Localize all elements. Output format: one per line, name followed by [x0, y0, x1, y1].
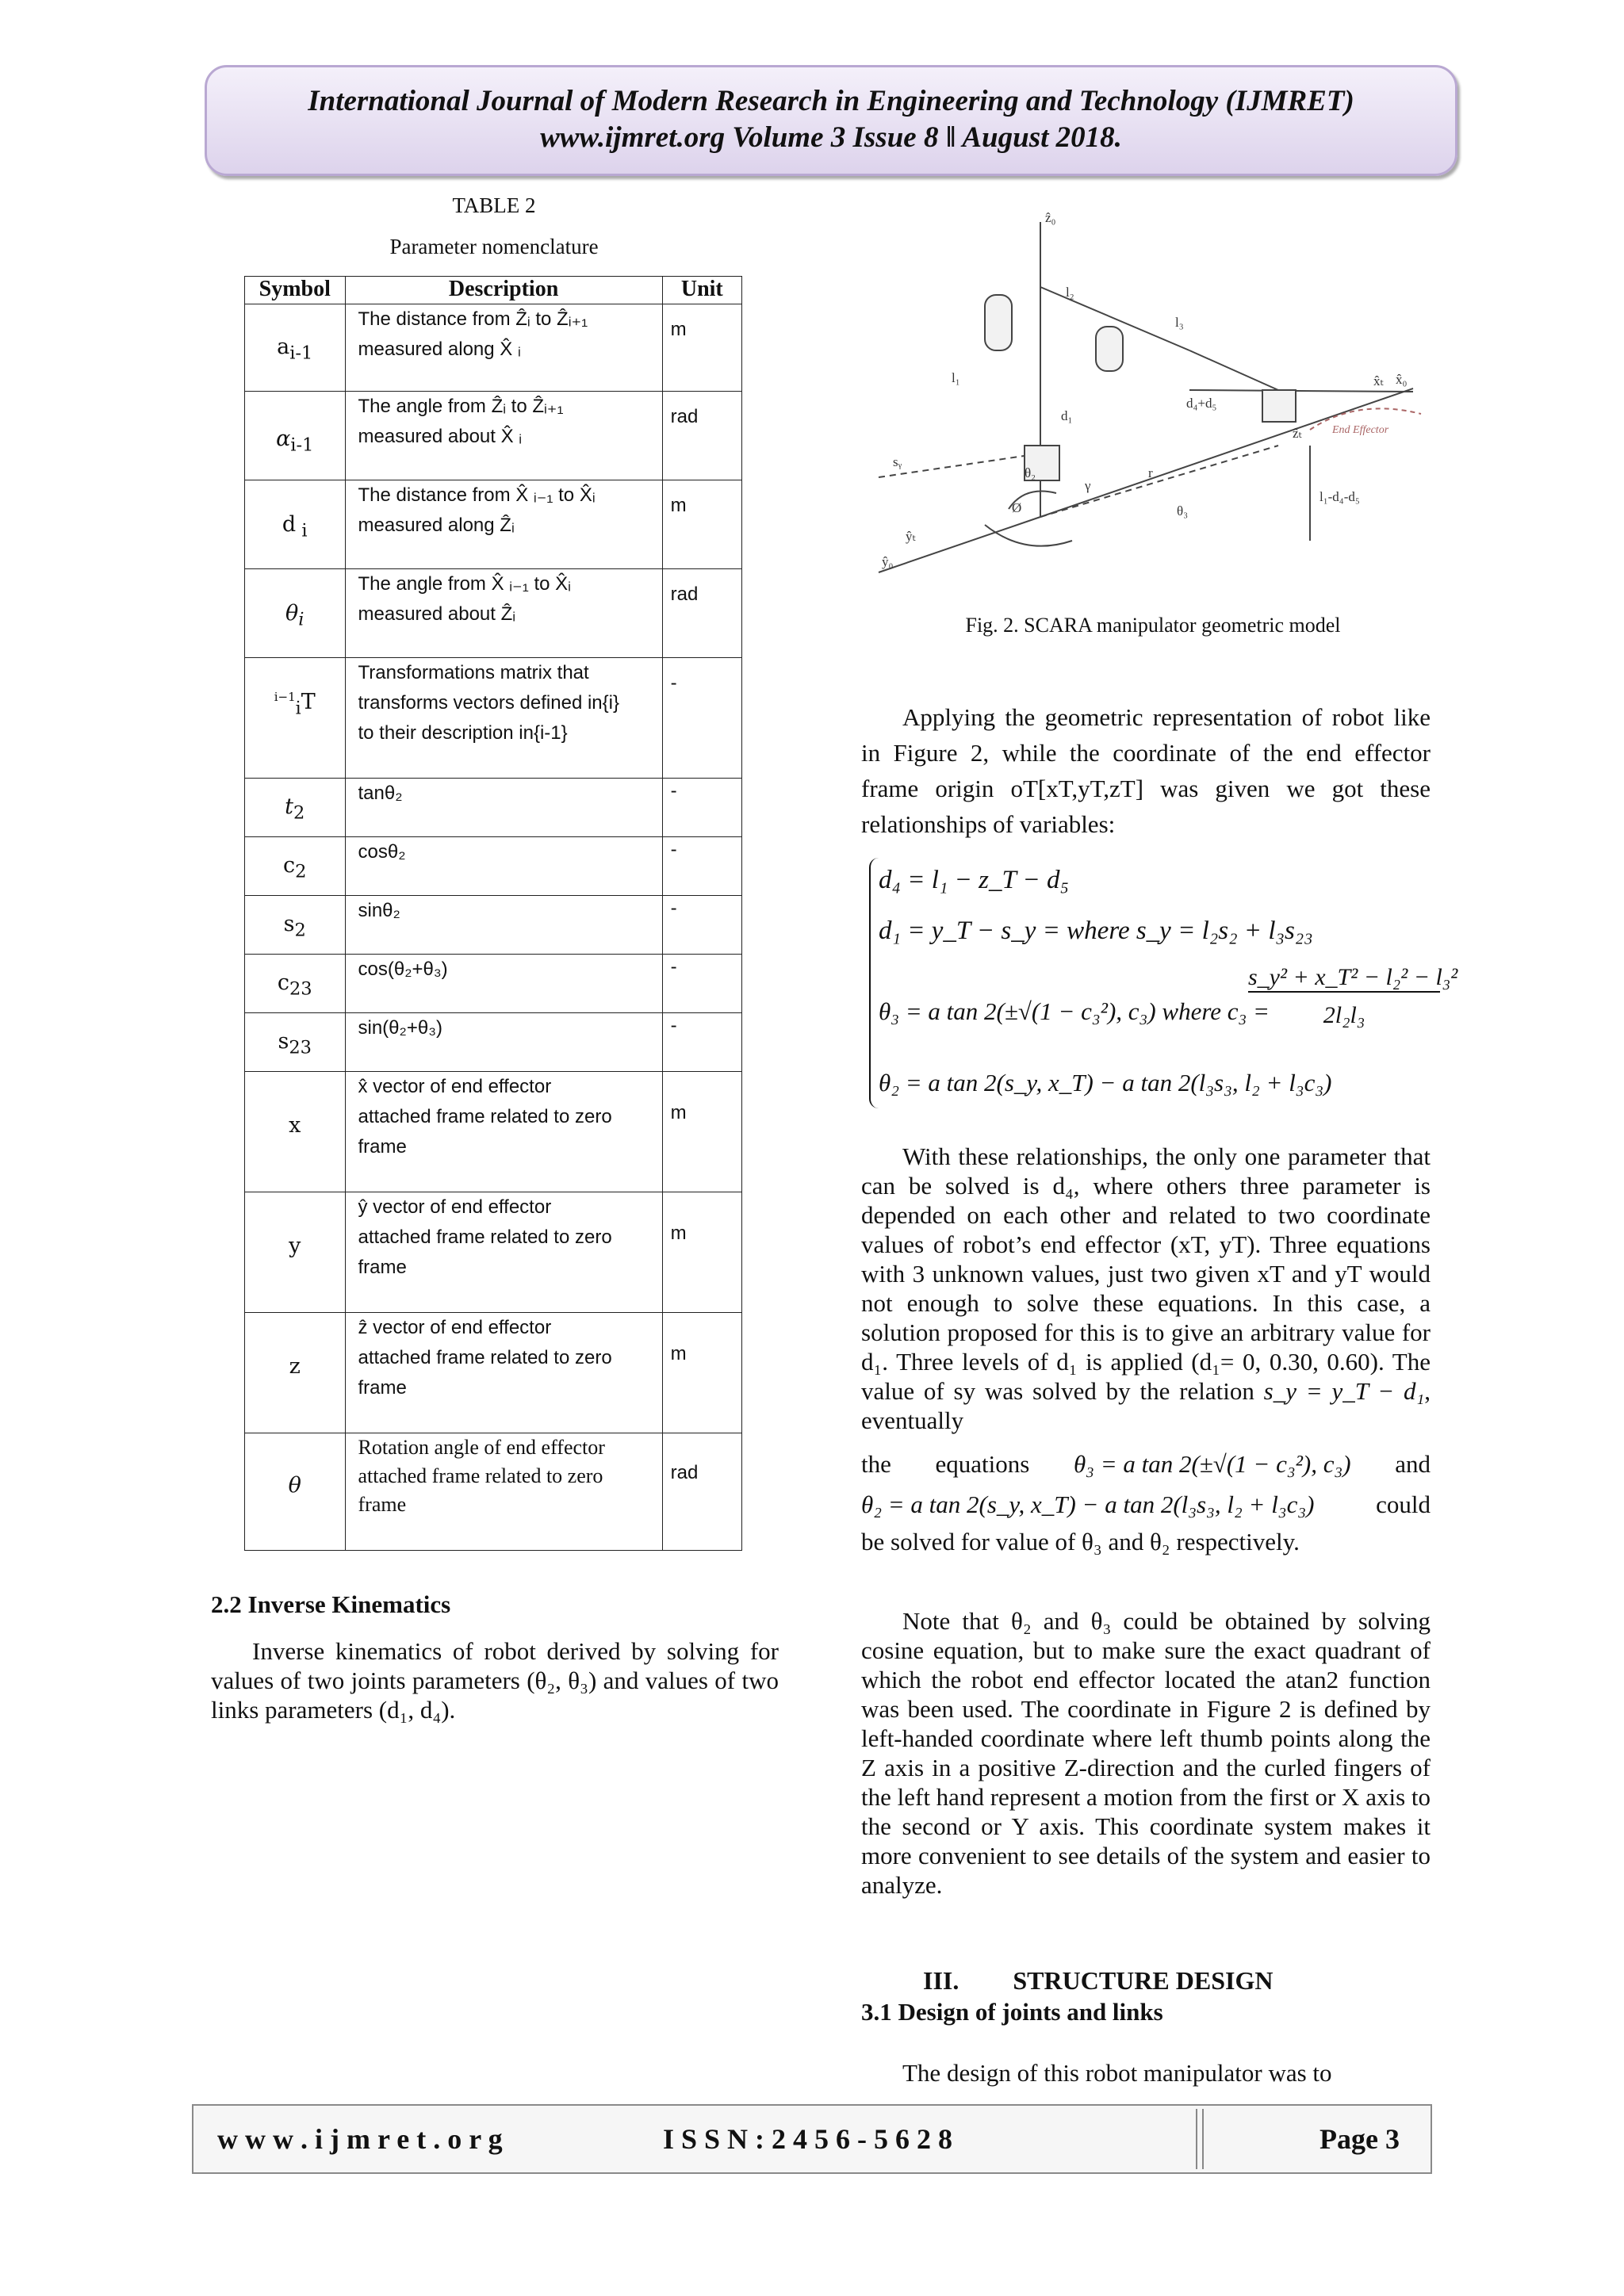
phi-arc: [985, 525, 1072, 546]
table-row: [245, 304, 742, 392]
inline-eq-theta3: θ₃ = a tan 2(±√(1 − c₃²), c₃): [1073, 1450, 1351, 1478]
unit-cell: m: [662, 1072, 741, 1192]
label-theta3: θ₃: [1177, 503, 1189, 519]
description-cell: Transformations matrix that transforms vectors defined in{i} to their description in{i-1}: [345, 658, 662, 779]
equation-theta3: θ₃ = a tan 2(±√(1 − c₃²), c₃) where c₃ =: [879, 997, 1270, 1025]
unit-cell: m: [662, 480, 741, 569]
label-gamma: γ: [1085, 478, 1091, 493]
table-row: [245, 658, 742, 779]
journal-title: International Journal of Modern Research in Engineering and Technology (IJMRET): [308, 85, 1354, 117]
equation-brace: [869, 858, 879, 1108]
equation-c3-denominator: 2l₂l₃: [1323, 1002, 1365, 1028]
description-cell: The angle from X̂ ᵢ₋₁ to X̂ᵢ measured about Ẑᵢ: [345, 569, 662, 658]
header-unit: Unit: [662, 277, 741, 304]
header-description: Description: [345, 277, 662, 304]
description-cell: sinθ₂: [345, 896, 662, 955]
unit-cell: rad: [662, 392, 741, 480]
end-effector-box: [1262, 390, 1296, 422]
description-cell: The distance from X̂ ᵢ₋₁ to X̂ᵢ measured along Ẑᵢ: [345, 480, 662, 569]
label-phi: Ø: [1012, 500, 1022, 515]
unit-cell: m: [662, 1192, 741, 1313]
journal-issue: www.ijmret.org Volume 3 Issue 8 ǁ August 2018.: [540, 121, 1122, 154]
r-line: [1040, 446, 1278, 517]
scara-geometric-model-figure: [866, 208, 1437, 580]
label-xT: x̂ₜ: [1373, 373, 1385, 388]
table-subtitle: Parameter nomenclature: [389, 235, 599, 258]
subsection-heading-joints-links: 3.1 Design of joints and links: [861, 1998, 1163, 2026]
symbol-cell: x: [245, 1072, 346, 1192]
table-header-row: [245, 277, 742, 304]
table-row: [245, 779, 742, 837]
left-column-text: [211, 1636, 779, 1724]
label-l1-d4-d5: l₁-d₄-d₅: [1320, 489, 1360, 504]
right-paragraph-3: Note that θ₂ and θ₃ could be obtained by solving cosine equation, but to make sure the exact quadrant of which the robot end effector located the atan2 function was been used. The coordinate in Figure 2 is defined by left-handed coordinate where left thumb points along the Z axis in a positive Z-direction and the curled fingers of the left hand represent a motion from the first or X axis to the second or Y axis. This coordinate system makes it more convenient to see details of the system and easier to analyze.: [861, 1607, 1431, 1899]
symbol-cell: $\theta_i$: [245, 569, 346, 658]
label-z0: ẑ₀: [1045, 210, 1056, 225]
equation-system: [869, 855, 1458, 1113]
symbol-cell: $c_2$: [245, 837, 346, 896]
xT-axis: [1189, 390, 1413, 392]
description-cell: tanθ₂: [345, 779, 662, 837]
figure-caption: Fig. 2. SCARA manipulator geometric model: [965, 614, 1341, 637]
unit-cell: rad: [662, 569, 741, 658]
equations-line-2: θ₂ = a tan 2(s_y, x_T) − a tan 2(l₃s₃, l₂ + l₃c₃) could: [861, 1490, 1431, 1518]
sy-line: [879, 453, 1040, 477]
equation-d4: d₄ = l₁ − z_T − d₅: [879, 866, 1069, 894]
unit-cell: -: [662, 955, 741, 1013]
unit-cell: m: [662, 1313, 741, 1433]
table-title: TABLE 2: [452, 193, 536, 217]
link-l3: [1189, 350, 1278, 390]
table-row: [245, 1313, 742, 1433]
label-y0: ŷ₀: [882, 554, 894, 569]
section-heading-structure-design: III. STRUCTURE DESIGN: [923, 1966, 1274, 1995]
table-row: [245, 896, 742, 955]
column-cylinder-2: [1096, 327, 1123, 371]
footer-separator: [1196, 2109, 1204, 2169]
description-cell: x̂ vector of end effector attached frame related to zero frame: [345, 1072, 662, 1192]
unit-cell: -: [662, 896, 741, 955]
table-row: [245, 1013, 742, 1072]
description-cell: cos(θ₂+θ₃): [345, 955, 662, 1013]
symbol-cell: d $_i$: [245, 480, 346, 569]
symbol-cell: $^{i-1}_i$T: [245, 658, 346, 779]
description-cell: Rotation angle of end effector attached frame related to zero frame: [345, 1433, 662, 1551]
equation-c3-numerator: s_y² + x_T² − l₂² − l₃²: [1248, 964, 1440, 993]
table-row: [245, 569, 742, 658]
label-l3: l₃: [1175, 315, 1184, 330]
label-r: r: [1148, 465, 1153, 480]
description-cell: cosθ₂: [345, 837, 662, 896]
footer-issn: I S S N : 2 4 5 6 - 5 6 2 8: [663, 2123, 953, 2155]
description-cell: The distance from Ẑᵢ to Ẑᵢ₊₁ measured along X̂ ᵢ: [345, 304, 662, 392]
unit-cell: -: [662, 658, 741, 779]
right-paragraph-2: With these relationships, the only one parameter that can be solved is d₄, where others three parameter is depended on each other and related to two coordinate values of robot’s end effector (xT, yT). Three equations with 3 unknown values, just two given xT and yT would not enough to solve these equations. In this case, a solution proposed for this is to give an arbitrary value for d₁. Three levels of d₁ is applied (d₁= 0, 0.30, 0.60). The value of sy was solved by the relation s_y = y_T − d₁, eventually the equations θ₃ = a tan 2(±√(1 − c₃²), c₃) and θ₂ = a tan 2(s_y, x_T) − a tan 2(l₃s₃, l₂ + l₃c₃) could be solved for value of θ₃ and θ₂ respectively.: [861, 1142, 1431, 1556]
label-end-effector: End Effector: [1332, 424, 1389, 436]
page-footer: [192, 2104, 1432, 2174]
description-cell: The angle from Ẑᵢ to Ẑᵢ₊₁ measured about X̂ ᵢ: [345, 392, 662, 480]
table-row: [245, 955, 742, 1013]
table-row: [245, 1433, 742, 1551]
label-l2: l₂: [1066, 285, 1074, 300]
section-heading-inverse-kinematics: 2.2 Inverse Kinematics: [211, 1590, 451, 1618]
footer-website: w w w . i j m r e t . o r g: [217, 2123, 503, 2155]
unit-cell: -: [662, 1013, 741, 1072]
equation-theta2: θ₂ = a tan 2(s_y, x_T) − a tan 2(l₃s₃, l₂ + l₃c₃): [879, 1069, 1332, 1096]
journal-header: [205, 65, 1457, 176]
relation-sy: s_y = y_T − d₁: [1263, 1377, 1425, 1405]
unit-cell: -: [662, 779, 741, 837]
table-row: [245, 1072, 742, 1192]
unit-cell: rad: [662, 1433, 741, 1551]
label-yT: ŷₜ: [906, 529, 917, 544]
symbol-cell: $s_{23}$: [245, 1013, 346, 1072]
symbol-cell: θ: [245, 1433, 346, 1551]
header-symbol: Symbol: [245, 277, 346, 304]
unit-cell: -: [662, 837, 741, 896]
equations-line: the equations θ₃ = a tan 2(±√(1 − c₃²), c₃) and: [861, 1450, 1431, 1478]
y0-axis: [879, 517, 1040, 572]
symbol-cell: $c_{23}$: [245, 955, 346, 1013]
symbol-cell: z: [245, 1313, 346, 1433]
table-row: [245, 837, 742, 896]
table-row: [245, 1192, 742, 1313]
label-d4d5: d₄+d₅: [1186, 396, 1217, 411]
label-zT: ẑₜ: [1293, 426, 1303, 441]
label-d1: d₁: [1061, 408, 1073, 423]
symbol-cell: $t_2$: [245, 779, 346, 837]
label-l1: l₁: [952, 370, 960, 385]
nomenclature-table: [244, 276, 742, 1551]
symbol-cell: $s_2$: [245, 896, 346, 955]
description-cell: ŷ vector of end effector attached frame related to zero frame: [345, 1192, 662, 1313]
equation-d1: d₁ = y_T − s_y = where s_y = l₂s₂ + l₃s₂₃: [879, 916, 1313, 945]
table-row: [245, 480, 742, 569]
symbol-cell: $a_{i-1}$: [245, 304, 346, 392]
symbol-cell: y: [245, 1192, 346, 1313]
table-row: [245, 392, 742, 480]
column-cylinder-1: [985, 295, 1012, 350]
label-theta2: θ₂: [1025, 465, 1036, 480]
symbol-cell: $\alpha_{i-1}$: [245, 392, 346, 480]
label-x0: x̂₀: [1396, 372, 1408, 387]
footer-page-number: Page 3: [1320, 2123, 1400, 2155]
right-paragraph-1: Applying the geometric representation of robot like in Figure 2, while the coordinate of the end effector frame origin oT[xT,yT,zT] was given we got these relationships of variables:: [861, 703, 1431, 838]
label-sy: sᵧ: [893, 454, 902, 469]
inverse-kinematics-paragraph: Inverse kinematics of robot derived by solving for values of two joints parameters (θ₂, θ₃) and values of two links parameters (d₁, d₄).: [211, 1637, 779, 1724]
description-cell: ẑ vector of end effector attached frame related to zero frame: [345, 1313, 662, 1433]
inline-eq-theta2: θ₂ = a tan 2(s_y, x_T) − a tan 2(l₃s₃, l₂ + l₃c₃): [861, 1490, 1315, 1518]
unit-cell: m: [662, 304, 741, 392]
right-paragraph-4: The design of this robot manipulator was to: [902, 2059, 1332, 2087]
description-cell: sin(θ₂+θ₃): [345, 1013, 662, 1072]
